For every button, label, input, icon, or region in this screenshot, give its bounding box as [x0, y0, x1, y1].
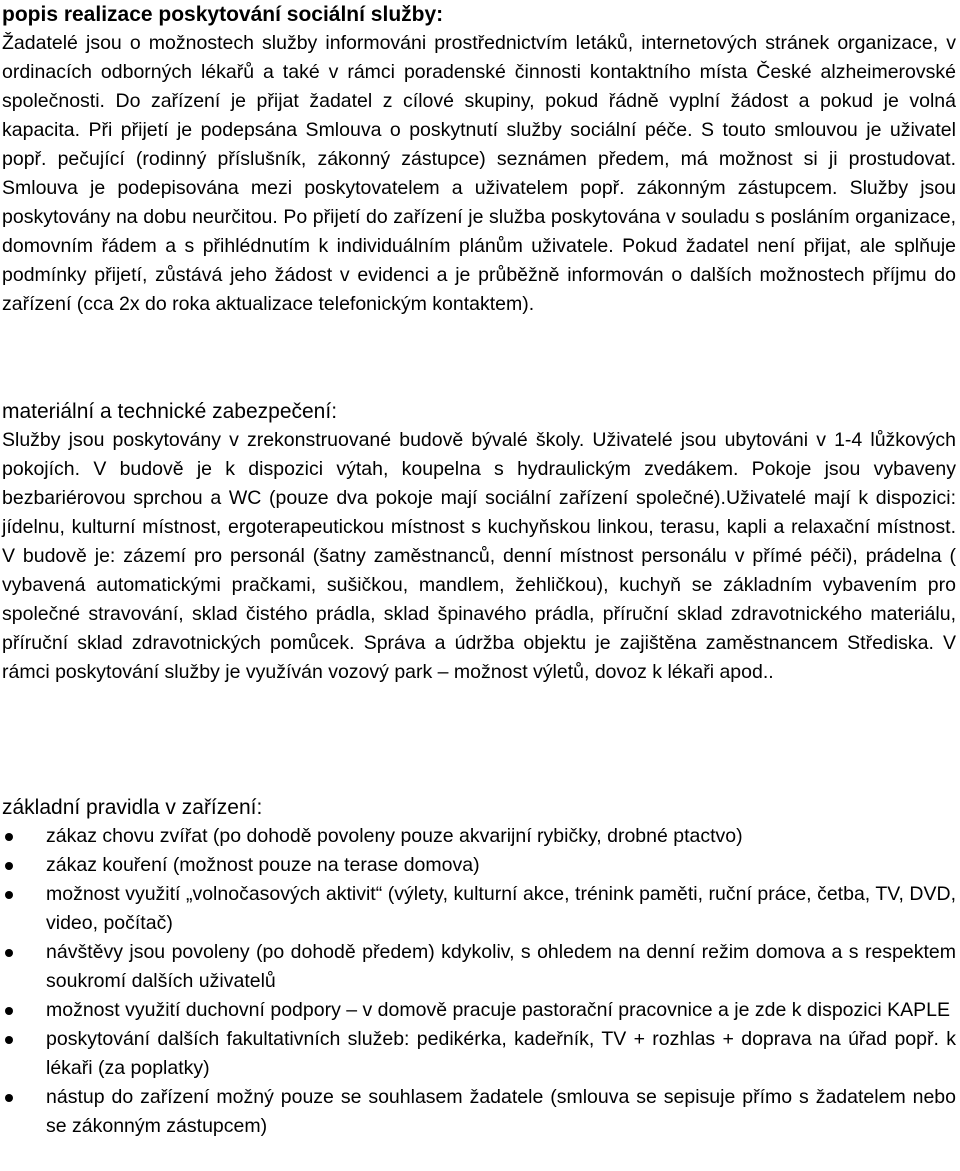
section-material-equipment — [2, 397, 956, 687]
list-item — [2, 996, 956, 1025]
bullet-icon — [5, 1094, 13, 1102]
section-service-description — [2, 0, 956, 319]
rules-list — [2, 822, 956, 1141]
list-item — [2, 1025, 956, 1083]
list-item-text: nástup do zařízení možný pouze se souhlasem žadatele (smlouva se sepisuje přímo s žadatelem nebo se zákonným zástupcem) — [46, 1086, 956, 1137]
list-item-text: návštěvy jsou povoleny (po dohodě předem) kdykoliv, s ohledem na denní režim domova a s respektem soukromí dalších uživatelů — [46, 941, 956, 992]
bullet-icon — [5, 833, 13, 841]
list-item — [2, 880, 956, 938]
bullet-icon — [5, 1007, 13, 1015]
bullet-icon — [5, 862, 13, 870]
list-item-text: poskytování dalších fakultativních služeb: pedikérka, kadeřník, TV + rozhlas + doprava na úřad popř. k lékaři (za poplatky) — [46, 1028, 956, 1079]
bullet-icon — [5, 891, 13, 899]
paragraph-material-equipment: Služby jsou poskytovány v zrekonstruované budově bývalé školy. Uživatelé jsou ubytováni v 1-4 lůžkových pokojích. V budově je k dispozici výtah, koupelna s hydraulickým zvedákem. Pokoje jsou vybaveny bezbariérovou sprchou a WC (pouze dva pokoje mají sociální zařízení společné).Uživatelé mají k dispozici: jídelnu, kulturní místnost, ergoterapeutickou místnost s kuchyňskou linkou, terasu, kapli a relaxační místnost. V budově je: zázemí pro personál (šatny zaměstnanců, denní místnost personálu v přímé péči), prádelna ( vybavená automatickými pračkami, sušičkou, mandlem, žehličkou), kuchyň se základním vybavením pro společné stravování, sklad čistého prádla, sklad špinavého prádla, příruční sklad zdravotnického materiálu, příruční sklad zdravotnických pomůcek. Správa a údržba objektu je zajištěna zaměstnancem Střediska. V rámci poskytování služby je využíván vozový park – možnost výletů, dovoz k lékaři apod.. — [2, 429, 956, 683]
bullet-icon — [5, 949, 13, 957]
section-house-rules — [2, 793, 956, 1141]
list-item-text: zákaz chovu zvířat (po dohodě povoleny pouze akvarijní rybičky, drobné ptactvo) — [46, 825, 743, 847]
section-heading-material-equipment: materiální a technické zabezpečení: — [2, 400, 338, 423]
list-item-text: zákaz kouření (možnost pouze na terase domova) — [46, 854, 480, 876]
section-heading-house-rules: základní pravidla v zařízení: — [2, 796, 263, 819]
list-item — [2, 938, 956, 996]
bullet-icon — [5, 1036, 13, 1044]
paragraph-service-description: Žadatelé jsou o možnostech služby informováni prostřednictvím letáků, internetových stránek organizace, v ordinacích odborných lékařů a také v rámci poradenské činnosti kontaktního místa České alzheimerovské společnosti. Do zařízení je přijat žadatel z cílové skupiny, pokud řádně vyplní žádost a pokud je volná kapacita. Při přijetí je podepsána Smlouva o poskytnutí služby sociální péče. S touto smlouvou je uživatel popř. pečující (rodinný příslušník, zákonný zástupce) seznámen předem, má možnost si ji prostudovat. Smlouva je podepisována mezi poskytovatelem a uživatelem popř. zákonným zástupcem. Služby jsou poskytovány na dobu neurčitou. Po přijetí do zařízení je služba poskytována v souladu s posláním organizace, domovním řádem a s přihlédnutím k individuálním plánům uživatele. Pokud žadatel není přijat, ale splňuje podmínky přijetí, zůstává jeho žádost v evidenci a je průběžně informován o dalších možnostech příjmu do zařízení (cca 2x do roka aktualizace telefonickým kontaktem). — [2, 32, 956, 315]
section-heading-service-description: popis realizace poskytování sociální služby: — [2, 3, 444, 26]
list-item — [2, 851, 956, 880]
list-item — [2, 822, 956, 851]
list-item-text: možnost využití duchovní podpory – v domově pracuje pastorační pracovnice a je zde k dispozici KAPLE — [46, 999, 950, 1021]
list-item — [2, 1083, 956, 1141]
list-item-text: možnost využití „volnočasových aktivit“ (výlety, kulturní akce, trénink paměti, ruční práce, četba, TV, DVD, video, počítač) — [46, 883, 956, 934]
